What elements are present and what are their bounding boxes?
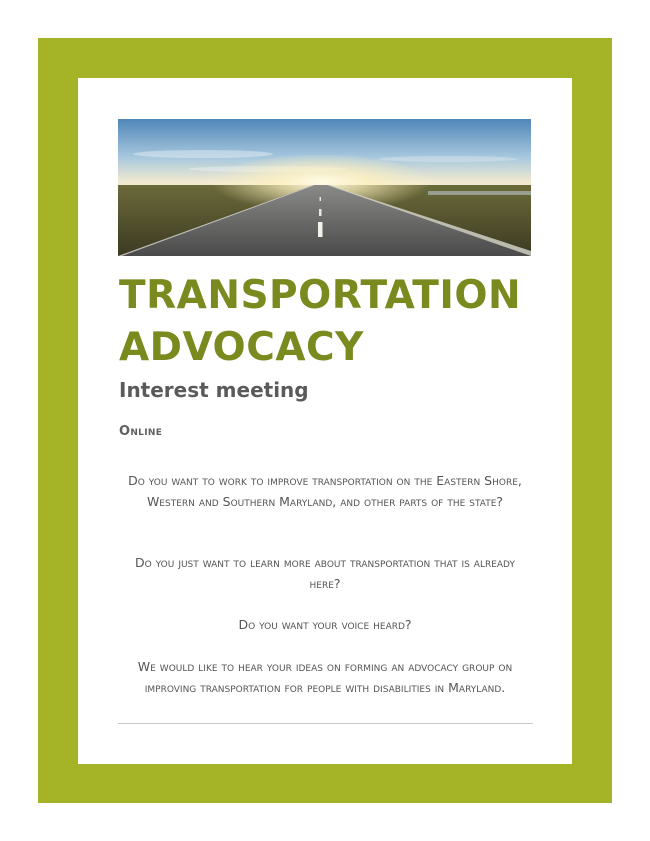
title-line-2: ADVOCACY — [119, 325, 364, 370]
question-learn-more: Do you just want to learn more about transportation that is already here? — [134, 555, 515, 591]
subtitle: Interest meeting — [119, 378, 309, 402]
question-voice-heard: Do you want your voice heard? — [238, 617, 412, 632]
title-line-1: TRANSPORTATION — [119, 273, 522, 318]
meeting-location: Online — [119, 424, 163, 439]
green-border-frame — [38, 38, 612, 803]
divider-line — [118, 723, 533, 724]
question-improve-transportation: Do you want to work to improve transportation on the Eastern Shore, Western and Southern Maryland, and other parts of the state? — [128, 473, 522, 509]
invitation-ideas: We would like to hear your ideas on forming an advocacy group on improving transportation for people with disabilities in Maryland. — [137, 659, 513, 695]
page-title — [119, 270, 539, 374]
road-photo — [118, 119, 531, 256]
flyer-page — [78, 78, 572, 764]
road-sunrise-image — [118, 119, 531, 256]
